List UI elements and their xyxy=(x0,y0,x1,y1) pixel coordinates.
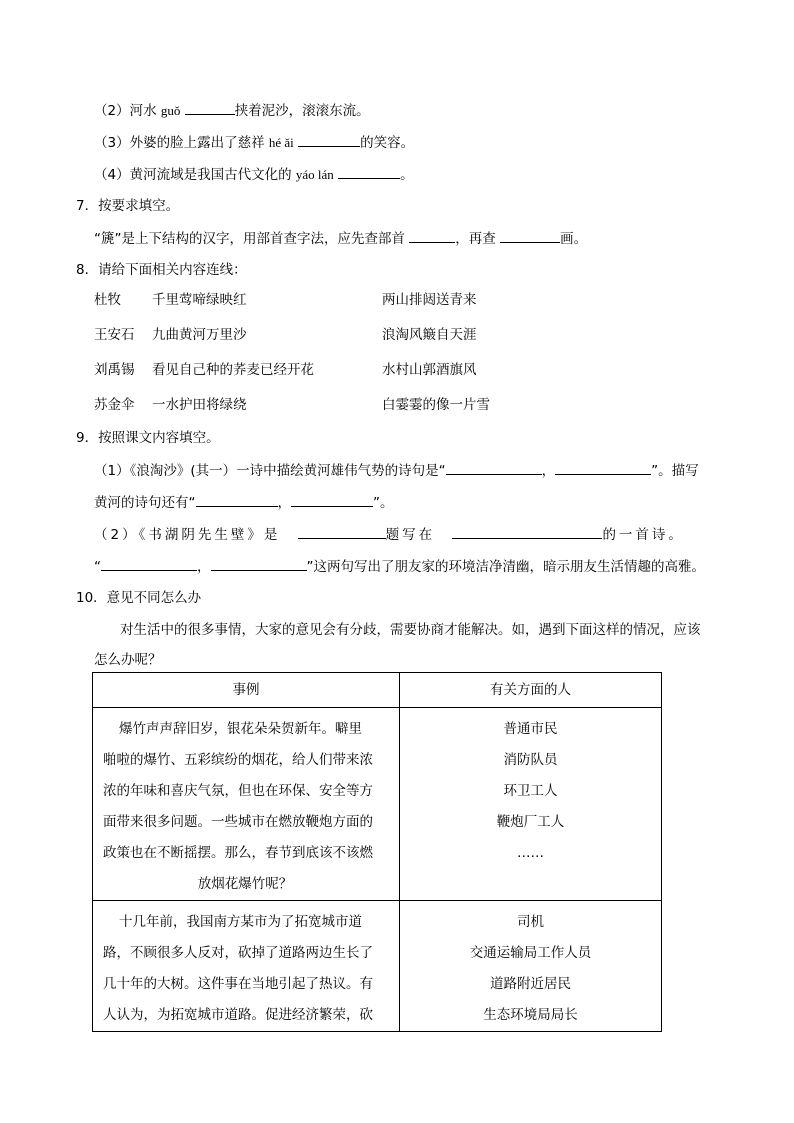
q10-table xyxy=(92,672,662,1032)
q6-item-2-blank[interactable] xyxy=(185,100,235,115)
table-row-1-people xyxy=(400,708,662,901)
q8-author-1: 杜牧 xyxy=(94,292,121,308)
q6-item-4 xyxy=(94,164,414,185)
row2-person-2: 交通运输局工作人员 xyxy=(469,945,592,961)
q9-p1-blank-1[interactable] xyxy=(446,460,542,475)
q9-p4-blank-1[interactable] xyxy=(101,556,197,571)
q9-p2-text-a: 黄河的诗句还有“ xyxy=(94,495,196,511)
q7-title: 7．按要求填空。 xyxy=(76,198,180,214)
q8-left-1[interactable]: 千里莺啼绿映红 xyxy=(152,292,247,308)
table-row-1-example xyxy=(93,708,400,901)
q6-item-2-prefix: （2）河水 xyxy=(94,103,161,119)
table-row xyxy=(93,708,662,901)
q9-p1-comma: ， xyxy=(541,463,556,479)
row2-person-1: 司机 xyxy=(517,914,544,930)
table-header-row xyxy=(93,673,662,708)
q10-intro-2: 怎么办呢？ xyxy=(94,652,162,668)
row1-person-1: 普通市民 xyxy=(503,721,558,737)
q8-right-3[interactable]: 水村山郭酒旗风 xyxy=(382,362,477,378)
row1-line-2: 啪啦的爆竹、五彩缤纷的烟花，给人们带来浓 xyxy=(103,752,373,768)
table-row-2-people xyxy=(400,901,662,1032)
q7-text-a: “篪”是上下结构的汉字，用部首查字法，应先查部首 xyxy=(94,231,410,247)
row1-line-1: 爆竹声声辞旧岁，银花朵朵贺新年。噼里 xyxy=(119,721,362,737)
q9-p4-text-a: “ xyxy=(94,559,101,575)
row2-person-3: 道路附近居民 xyxy=(490,976,571,992)
q6-item-3-blank[interactable] xyxy=(298,132,360,147)
q6-item-3-prefix: （3）外婆的脸上露出了慈祥 xyxy=(94,135,269,151)
q6-item-2-suffix: 挟着泥沙，滚滚东流。 xyxy=(234,103,370,119)
q9-p2-blank-1[interactable] xyxy=(196,492,278,507)
q8-author-4: 苏金伞 xyxy=(94,397,135,413)
q6-item-3 xyxy=(94,132,414,153)
q6-item-3-pinyin: hé ǎi xyxy=(268,135,294,150)
q9-p1-blank-2[interactable] xyxy=(555,460,651,475)
table-header-example: 事例 xyxy=(93,673,400,708)
row1-person-2: 消防队员 xyxy=(503,752,558,768)
row2-person-4: 生态环境局局长 xyxy=(483,1007,578,1023)
q8-author-3: 刘禹锡 xyxy=(94,362,135,378)
q9-para-1 xyxy=(94,460,699,481)
q7-text-c: 画。 xyxy=(560,231,588,247)
q8-author-2: 王安石 xyxy=(94,327,135,343)
q9-p1-text-a: （1）《浪淘沙》(其一）一诗中描绘黄河雄伟气势的诗句是“ xyxy=(94,463,446,479)
row1-line-6: 放烟花爆竹呢？ xyxy=(197,876,293,892)
row2-line-4: 人认为，为拓宽城市道路。促进经济繁荣，砍 xyxy=(103,1007,373,1023)
row1-line-5: 政策也在不断摇摆。那么，春节到底该不该燃 xyxy=(103,845,373,861)
q8-right-1[interactable]: 两山排闼送青来 xyxy=(382,292,477,308)
q9-para-4 xyxy=(94,556,705,577)
table-header-people: 有关方面的人 xyxy=(400,673,662,708)
q6-item-4-pinyin: yáo lán xyxy=(295,167,334,182)
q9-p2-text-b: ”。 xyxy=(373,495,394,511)
row1-person-4: 鞭炮厂工人 xyxy=(496,814,565,830)
q7-text-b: ，再查 xyxy=(455,231,501,247)
q6-item-3-suffix: 的笑容。 xyxy=(360,135,415,151)
table-row-2-example xyxy=(93,901,400,1032)
row1-line-4: 面带来很多问题。一些城市在燃放鞭炮方面的 xyxy=(103,814,373,830)
q9-p3-blank-1[interactable] xyxy=(298,524,386,539)
row1-line-3: 浓的年味和喜庆气氛，但也在环保、安全等方 xyxy=(103,783,373,799)
q9-para-2 xyxy=(94,492,394,513)
q7-blank-radical[interactable] xyxy=(409,228,455,243)
q9-p2-blank-2[interactable] xyxy=(291,492,373,507)
q6-item-4-suffix: 。 xyxy=(400,167,414,183)
row2-line-1: 十几年前，我国南方某市为了拓宽城市道 xyxy=(119,914,362,930)
q9-para-3 xyxy=(94,524,685,545)
q8-left-4[interactable]: 一水护田将绿绕 xyxy=(152,397,247,413)
q9-p3-text-b: 题写在 xyxy=(385,527,436,543)
q9-p3-text-a: （2）《书湖阴先生壁》是 xyxy=(94,527,281,543)
row1-person-5: …… xyxy=(517,845,544,861)
q9-p3-blank-2[interactable] xyxy=(452,524,602,539)
q7-blank-strokes[interactable] xyxy=(500,228,560,243)
q8-right-2[interactable]: 浪淘风簸自天涯 xyxy=(382,327,477,343)
q6-item-2-pinyin: guǒ xyxy=(160,103,181,118)
q9-p4-comma: ， xyxy=(197,559,211,575)
q8-title: 8．请给下面相关内容连线： xyxy=(76,262,247,278)
q6-item-2 xyxy=(94,100,370,121)
q10-title: 10．意见不同怎么办 xyxy=(76,590,202,606)
q6-item-4-prefix: （4）黄河流域是我国古代文化的 xyxy=(94,167,296,183)
q9-title: 9．按照课文内容填空。 xyxy=(76,430,220,446)
q6-item-4-blank[interactable] xyxy=(338,164,400,179)
q9-p4-blank-2[interactable] xyxy=(211,556,307,571)
table-row xyxy=(93,901,662,1032)
q9-p4-text-b: ”这两句写出了朋友家的环境洁净清幽，暗示朋友生活情趣的高雅。 xyxy=(306,559,705,575)
q7-text xyxy=(94,228,587,249)
q8-left-3[interactable]: 看见自己种的荞麦已经开花 xyxy=(152,362,314,378)
row1-person-3: 环卫工人 xyxy=(503,783,558,799)
q9-p1-text-b: ”。描写 xyxy=(651,463,699,479)
q9-p2-comma: ， xyxy=(277,495,291,511)
row2-line-2: 路，不顾很多人反对，砍掉了道路两边生长了 xyxy=(103,945,373,961)
row2-line-3: 几十年的大树。这件事在当地引起了热议。有 xyxy=(103,976,373,992)
q9-p3-text-c: 的一首诗。 xyxy=(602,527,685,543)
q8-left-2[interactable]: 九曲黄河万里沙 xyxy=(152,327,247,343)
q8-right-4[interactable]: 白霎霎的像一片雪 xyxy=(382,397,490,413)
q10-intro-1: 对生活中的很多事情，大家的意见会有分歧，需要协商才能解决。如，遇到下面这样的情况，应该 xyxy=(120,622,701,638)
